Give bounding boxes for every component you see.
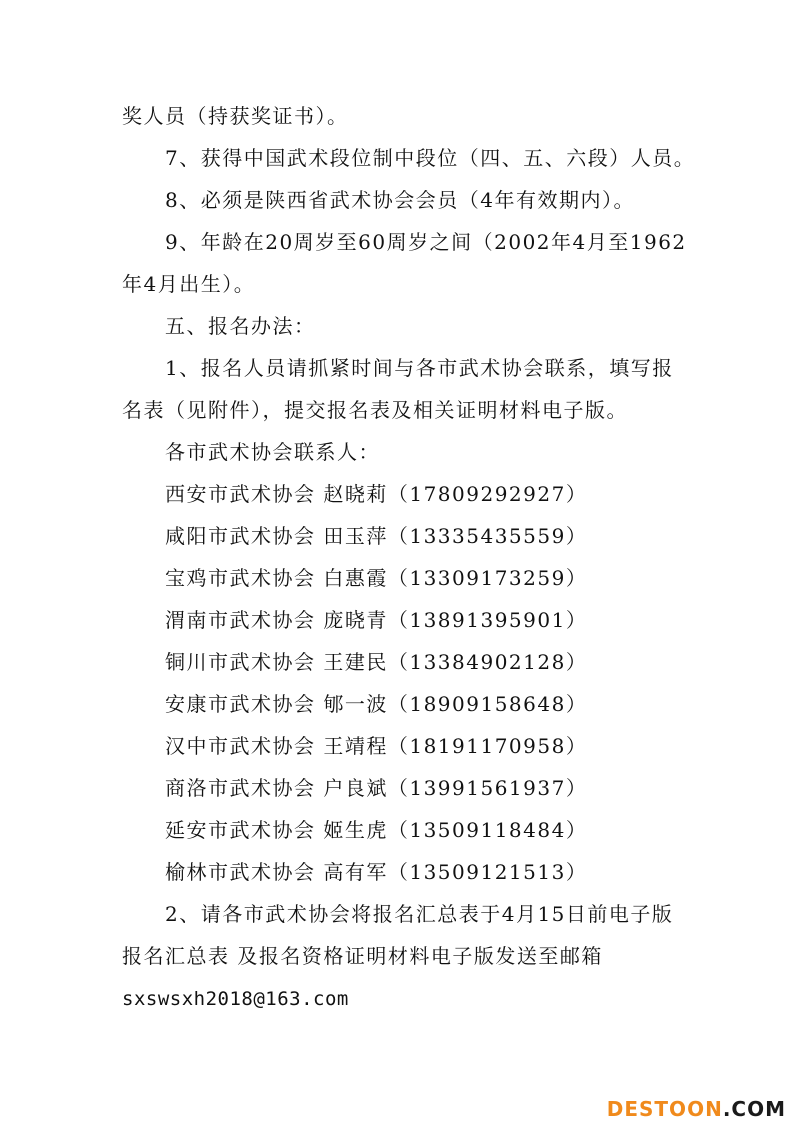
text-line: 1、报名人员请抓紧时间与各市武术协会联系，填写报 <box>165 356 674 380</box>
contact-entry: 西安市武术协会 赵晓莉（17809292927） <box>165 482 588 506</box>
section-heading: 五、报名办法： <box>165 314 316 338</box>
watermark-suffix: .COM <box>722 1097 786 1121</box>
contact-entry: 咸阳市武术协会 田玉萍（13335435559） <box>165 524 588 548</box>
contact-entry: 榆林市武术协会 高有军（13509121513） <box>165 860 588 884</box>
contact-entry: 铜川市武术协会 王建民（13384902128） <box>165 650 588 674</box>
contact-entry: 宝鸡市武术协会 白惠霞（13309173259） <box>165 566 588 590</box>
text-line: 奖人员（持获奖证书）。 <box>122 104 349 128</box>
text-line: 9、年龄在20周岁至60周岁之间（2002年4月至1962 <box>165 230 687 254</box>
text-line: 年4月出生）。 <box>122 272 256 296</box>
text-line: 8、必须是陕西省武术协会会员（4年有效期内）。 <box>165 188 635 212</box>
contact-entry: 渭南市武术协会 庞晓青（13891395901） <box>165 608 588 632</box>
text-line: 报名汇总表 及报名资格证明材料电子版发送至邮箱 <box>122 944 603 968</box>
text-line: 名表（见附件），提交报名表及相关证明材料电子版。 <box>122 398 628 422</box>
text-line: 7、获得中国武术段位制中段位（四、五、六段）人员。 <box>165 146 696 170</box>
watermark-brand: DESTOON <box>606 1097 723 1121</box>
contact-entry: 汉中市武术协会 王靖程（18191170958） <box>165 734 588 758</box>
contact-entry: 商洛市武术协会 户良斌（13991561937） <box>165 776 588 800</box>
text-line: 2、请各市武术协会将报名汇总表于4月15日前电子版 <box>165 902 674 926</box>
contact-entry: 安康市武术协会 郇一波（18909158648） <box>165 692 588 716</box>
watermark-logo <box>607 1097 786 1121</box>
contact-list-heading: 各市武术协会联系人： <box>165 440 380 464</box>
email-address: sxswsxh2018@163.com <box>122 988 349 1010</box>
contact-entry: 延安市武术协会 姬生虎（13509118484） <box>165 818 588 842</box>
